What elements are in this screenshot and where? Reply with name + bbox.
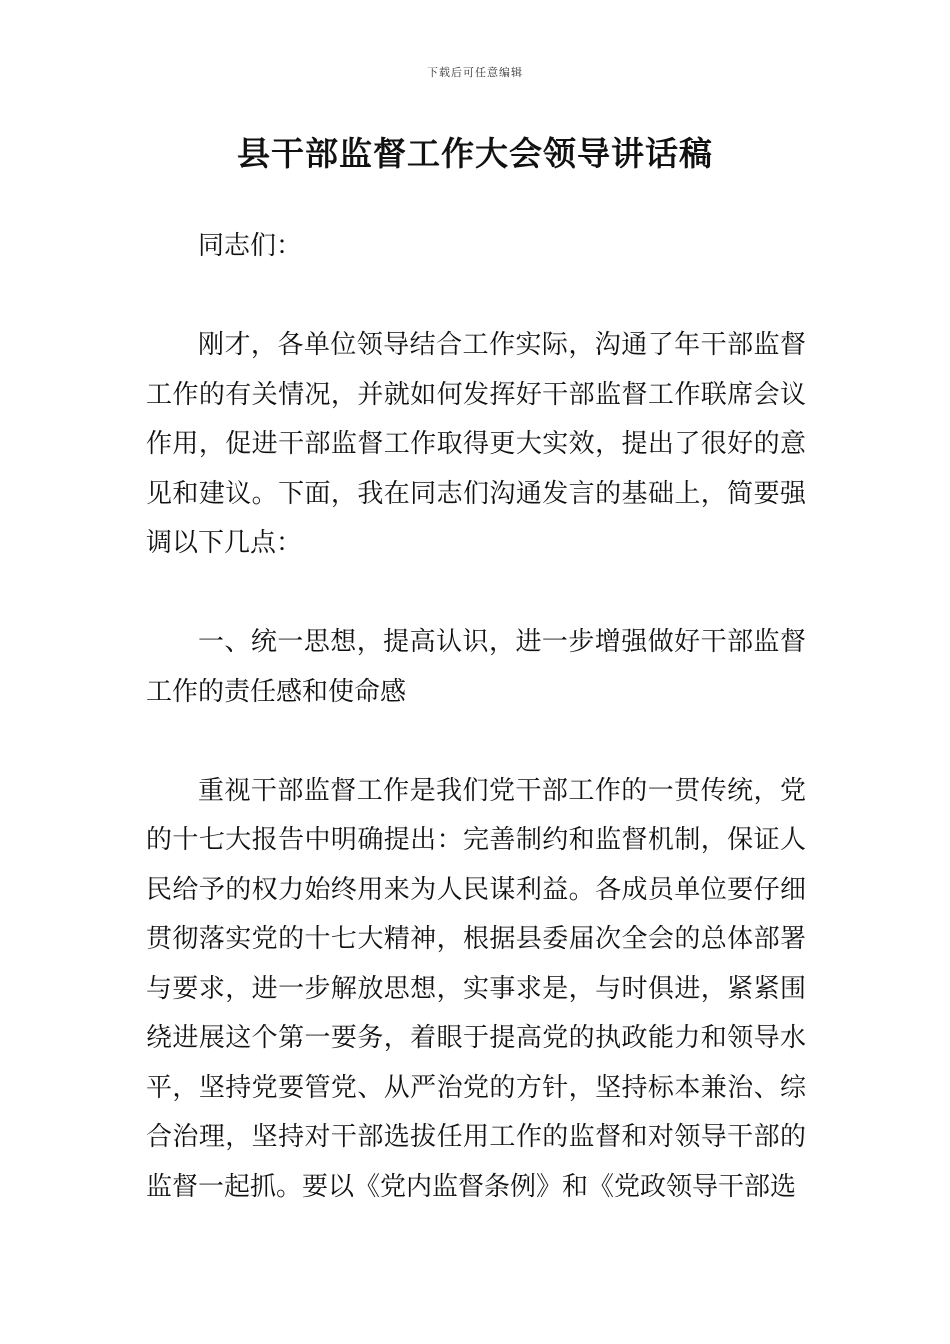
header-note: 下载后可任意编辑 xyxy=(427,66,523,79)
section-heading-1: 一、统一思想，提高认识，进一步增强做好干部监督工作的责任感和使命感 xyxy=(146,627,806,707)
body-paragraph: 重视干部监督工作是我们党干部工作的一贯传统，党的十七大报告中明确提出：完善制约和监督机制，保证人民给予的权力始终用来为人民谋利益。各成员单位要仔细贯彻落实党的十七大精神，根据县委届次全会的总体部署与要求，进一步解放思想，实事求是，与时俱进，紧紧围绕进展这个第一要务，着眼于提高党的执政能力和领导水平，坚持党要管党、从严治党的方针，坚持标本兼治、综合治理，坚持对干部选拔任用工作的监督和对领导干部的监督一起抓。要以《党内监督条例》和《党政领导干部选 xyxy=(146,775,806,1202)
salutation-paragraph: 同志们： xyxy=(198,231,303,261)
intro-paragraph: 刚才，各单位领导结合工作实际，沟通了年干部监督工作的有关情况，并就如何发挥好干部监督工作联席会议作用，促进干部监督工作取得更大实效，提出了很好的意见和建议。下面，我在同志们沟通发言的基础上，简要强调以下几点： xyxy=(146,330,806,558)
document-body xyxy=(146,222,806,1212)
document-title: 县干部监督工作大会领导讲话稿 xyxy=(237,134,713,173)
